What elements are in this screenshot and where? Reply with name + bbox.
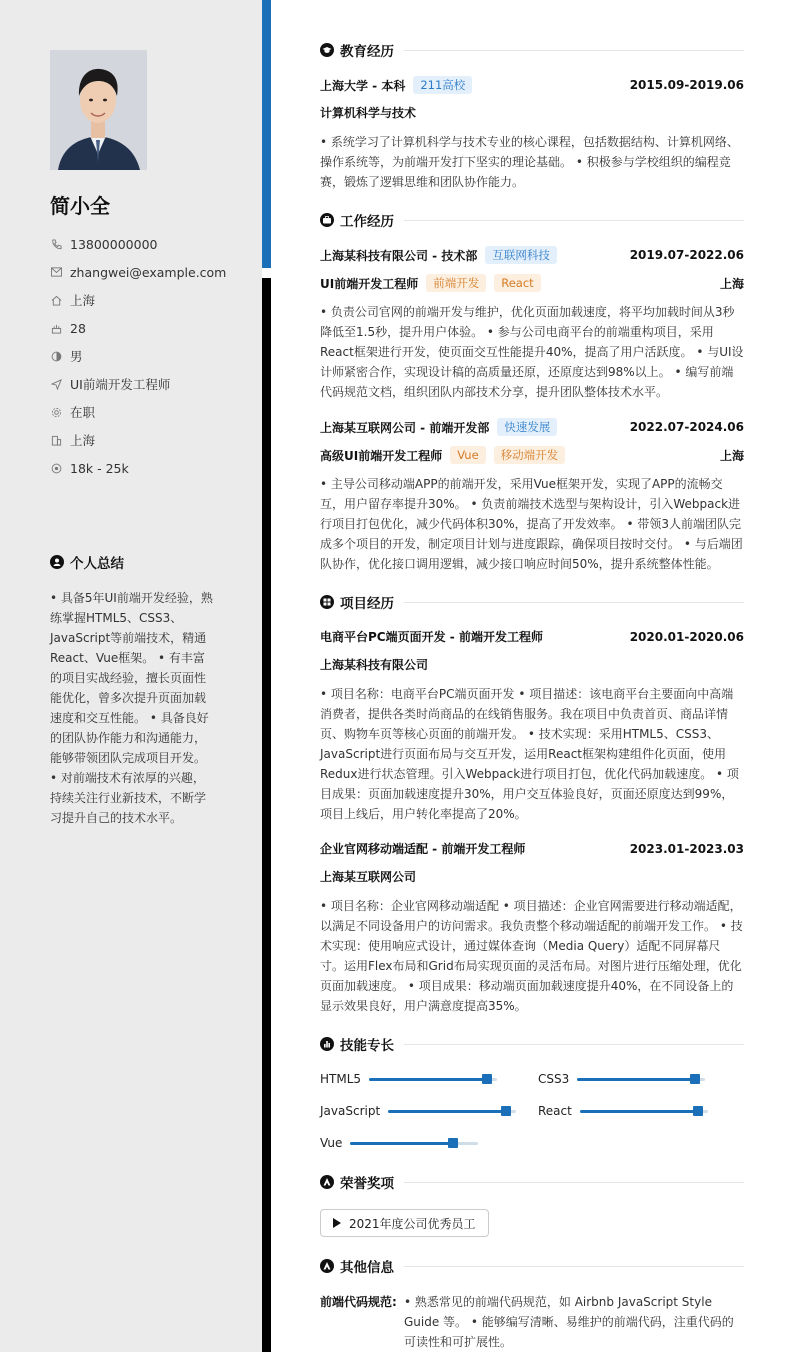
- phone-value: 13800000000: [70, 236, 158, 252]
- skill-slider-thumb[interactable]: [690, 1074, 700, 1084]
- salary-value: 18k - 25k: [70, 460, 129, 476]
- location-value: 上海: [70, 293, 96, 308]
- work-heading: [320, 210, 744, 230]
- skill-slider-fill: [350, 1142, 452, 1145]
- skill-slider-fill: [388, 1110, 506, 1113]
- education-date: 2015.09-2019.06: [629, 78, 744, 92]
- mail-icon: [50, 266, 62, 278]
- skill-css3: [538, 1072, 705, 1086]
- skill-slider-fill: [369, 1078, 487, 1081]
- job-2-date: 2022.07-2024.06: [629, 420, 744, 434]
- info-salary: [50, 454, 226, 482]
- email-value: zhangwei@example.com: [70, 264, 227, 280]
- info-location: [50, 286, 226, 314]
- accent-stripe-blue: [262, 0, 271, 268]
- gear-icon: [50, 406, 62, 418]
- job-1-desc: • 负责公司官网的前端开发与维护，优化页面加载速度，将平均加载时间从3秒降低至1.5秒，提升用户体验。 • 参与公司电商平台的前端重构项目，采用React框架进行开发，使页面交互性能提升40%，提高了用户活跃度。 • 与UI设计师紧密合作，实现设计稿的高质量还原，还原度达到98%以上。 • 编写前端代码规范文档，组织团队内部技术分享，提升团队整体技术水平。: [320, 305, 744, 399]
- building-icon: [50, 434, 62, 446]
- education-heading: [320, 40, 744, 60]
- accent-stripe-black: [262, 278, 271, 1352]
- skill-name: HTML5: [320, 1072, 362, 1086]
- skill-vue: [320, 1136, 478, 1150]
- avatar: [50, 50, 147, 170]
- skill-slider-thumb[interactable]: [693, 1106, 703, 1116]
- job-1-company: 上海某科技有限公司 - 技术部: [320, 248, 478, 263]
- project-2-date: 2023.01-2023.03: [629, 841, 744, 856]
- skill-slider[interactable]: [388, 1110, 516, 1113]
- job-1-role-row: [320, 274, 744, 292]
- other-title: 其他信息: [340, 1260, 394, 1276]
- education-desc: • 系统学习了计算机科学与技术专业的核心课程，包括数据结构、计算机网络、操作系统等，为前端开发打下坚实的理论基础。 • 积极参与学校组织的编程竞赛，锻炼了逻辑思维和团队协作能力。: [320, 135, 739, 189]
- gender-icon: [50, 350, 62, 362]
- skill-slider[interactable]: [369, 1078, 497, 1081]
- status-value: 在职: [70, 405, 96, 420]
- info-email: [50, 258, 226, 286]
- summary-heading: [50, 552, 124, 572]
- other-heading: [320, 1256, 744, 1276]
- skill-slider-thumb[interactable]: [501, 1106, 511, 1116]
- project-2-company: 上海某互联网公司: [320, 870, 417, 884]
- project-1-name: 电商平台PC端页面开发 - 前端开发工程师: [320, 630, 543, 644]
- job-2-company: 上海某互联网公司 - 前端开发部: [320, 420, 490, 435]
- summary-text: • 具备5年UI前端开发经验，熟练掌握HTML5、CSS3、JavaScript等前端技术，精通React、Vue框架。 • 有丰富的项目实战经验，擅长页面性能优化，曾多次提升页面加载速度和交互性能。 • 具备良好的团队协作能力和沟通能力，能够带领团队完成项目开发。 • 对前端技术有浓厚的兴趣，持续关注行业新技术，不断学习提升自己的技术水平。: [50, 591, 213, 825]
- skills-heading: [320, 1034, 744, 1054]
- job-1-skill-tag: React: [494, 274, 540, 292]
- work-title: 工作经历: [340, 214, 394, 230]
- job-2-industry-tag: 快速发展: [497, 418, 557, 436]
- info-status: [50, 398, 226, 426]
- project-1-header: [320, 628, 744, 645]
- user-icon: [50, 555, 64, 569]
- briefcase-icon: [320, 213, 334, 227]
- info-gender: [50, 342, 226, 370]
- project-2-desc: • 项目名称：企业官网移动端适配 • 项目描述：企业官网需要进行移动端适配，以满足不同设备用户的访问需求。我负责整个移动端适配的前端开发工作。 • 技术实现：使用响应式设计，通过媒体查询（Media Query）适配不同屏幕尺寸。运用Flex布局和Grid布局实现页面的灵活布局。对图片进行压缩处理，优化页面加载速度。 • 项目成果：移动端页面加载速度提升40%，在不同设备上的显示效果良好，用户满意度提高35%。: [320, 899, 743, 1013]
- job-1-header: [320, 246, 744, 264]
- skills-title: 技能专长: [340, 1038, 394, 1054]
- education-title: 教育经历: [340, 44, 394, 60]
- info-age: [50, 314, 226, 342]
- skill-slider-fill: [577, 1078, 695, 1081]
- section-divider: [404, 1266, 744, 1267]
- project-2-company-row: [320, 868, 744, 885]
- skill-slider-fill: [580, 1110, 698, 1113]
- skill-slider[interactable]: [577, 1078, 705, 1081]
- job-2-desc: • 主导公司移动端APP的前端开发，采用Vue框架开发，实现了APP的流畅交互，用户留存率提升30%。 • 负责前端技术选型与架构设计，引入Webpack进行项目打包优化，减少代码体积30%，提高了开发效率。 • 带领3人前端团队完成多个项目的开发，制定项目计划与进度跟踪，确保项目按时交付。 • 与后端团队协作，优化接口调用逻辑，减少接口响应时间50%，提升系统整体性能。: [320, 477, 743, 571]
- section-divider: [404, 1044, 744, 1045]
- job-1-role: UI前端开发工程师: [320, 276, 419, 291]
- target-city-value: 上海: [70, 433, 96, 448]
- project-1-company: 上海某科技有限公司: [320, 658, 429, 672]
- summary-title: 个人总结: [70, 556, 124, 572]
- school-tag: 211高校: [413, 76, 472, 94]
- honors-title: 荣誉奖项: [340, 1176, 394, 1192]
- info-target-city: [50, 426, 226, 454]
- section-divider: [404, 50, 744, 51]
- skill-javascript: [320, 1104, 516, 1118]
- section-divider: [404, 1182, 744, 1183]
- section-divider: [404, 220, 744, 221]
- info-icon: [320, 1259, 334, 1273]
- job-1-city: 上海: [719, 276, 744, 291]
- skill-name: JavaScript: [320, 1104, 381, 1118]
- job-2-role: 高级UI前端开发工程师: [320, 448, 443, 463]
- skill-name: React: [538, 1104, 572, 1118]
- money-icon: [50, 462, 62, 474]
- job-1-industry-tag: 互联网科技: [485, 246, 557, 264]
- job-2-skill-tag: 移动端开发: [494, 446, 566, 464]
- candidate-name: 简小全: [50, 194, 110, 218]
- job-2-role-row: [320, 446, 744, 464]
- honor-label: 2021年度公司优秀员工: [349, 1216, 476, 1231]
- skill-name: CSS3: [538, 1072, 570, 1086]
- grid-icon: [320, 595, 334, 609]
- project-2-header: [320, 840, 744, 857]
- skill-name: Vue: [320, 1136, 343, 1150]
- projects-title: 项目经历: [340, 596, 394, 612]
- skill-html5: [320, 1072, 497, 1086]
- skill-slider-thumb[interactable]: [482, 1074, 492, 1084]
- info-phone: [50, 230, 226, 258]
- age-value: 28: [70, 320, 86, 336]
- honors-heading: [320, 1172, 744, 1192]
- section-divider: [404, 602, 744, 603]
- major: 计算机科学与技术: [320, 106, 417, 120]
- job-1-skill-tag: 前端开发: [426, 274, 486, 292]
- graduation-cap-icon: [320, 43, 334, 57]
- other-text: • 熟悉常见的前端代码规范，如 Airbnb JavaScript Style Guide 等。 • 能够编写清晰、易维护的前端代码，注重代码的可读性和可扩展性。: [404, 1295, 734, 1349]
- gender-value: 男: [70, 349, 83, 364]
- job-2-header: [320, 418, 744, 436]
- cake-icon: [50, 322, 62, 334]
- play-icon: [333, 1218, 341, 1228]
- project-1-desc: • 项目名称：电商平台PC端页面开发 • 项目描述：该电商平台主要面向中高端消费者，提供各类时尚商品的在线销售服务。我在项目中负责首页、商品详情页、购物车页等核心页面的前端开发。 • 技术实现：采用HTML5、CSS3、JavaScript进行页面布局与交互开发，运用React框架构建组件化页面，使用Redux进行状态管理。引入Webpack进行项目打包，优化代码加载速度。 • 项目成果：页面加载速度提升30%，用户交互体验良好，页面还原度达到99%，项目上线后，用户转化率提高了20%。: [320, 687, 739, 821]
- project-2-name: 企业官网移动端适配 - 前端开发工程师: [320, 842, 526, 856]
- contact-info-list: [50, 230, 226, 482]
- skill-slider[interactable]: [350, 1142, 478, 1145]
- projects-heading: [320, 592, 744, 612]
- skill-slider-thumb[interactable]: [448, 1138, 458, 1148]
- skill-react: [538, 1104, 708, 1118]
- title-value: UI前端开发工程师: [70, 377, 171, 392]
- home-icon: [50, 294, 62, 306]
- skill-slider[interactable]: [580, 1110, 708, 1113]
- other-label: 前端代码规范:: [320, 1295, 397, 1309]
- other-info-row: [320, 1292, 744, 1352]
- project-1-date: 2020.01-2020.06: [629, 629, 744, 644]
- job-1-date: 2019.07-2022.06: [629, 248, 744, 262]
- honor-item[interactable]: [320, 1209, 489, 1237]
- major-row: [320, 104, 744, 121]
- school-name: 上海大学 - 本科: [320, 78, 406, 93]
- send-icon: [50, 378, 62, 390]
- job-2-skill-tag: Vue: [450, 446, 485, 464]
- job-2-city: 上海: [719, 448, 744, 463]
- info-title: [50, 370, 226, 398]
- bar-chart-icon: [320, 1037, 334, 1051]
- project-1-company-row: [320, 656, 744, 673]
- award-icon: [320, 1175, 334, 1189]
- education-row: [320, 76, 744, 94]
- phone-icon: [50, 238, 62, 250]
